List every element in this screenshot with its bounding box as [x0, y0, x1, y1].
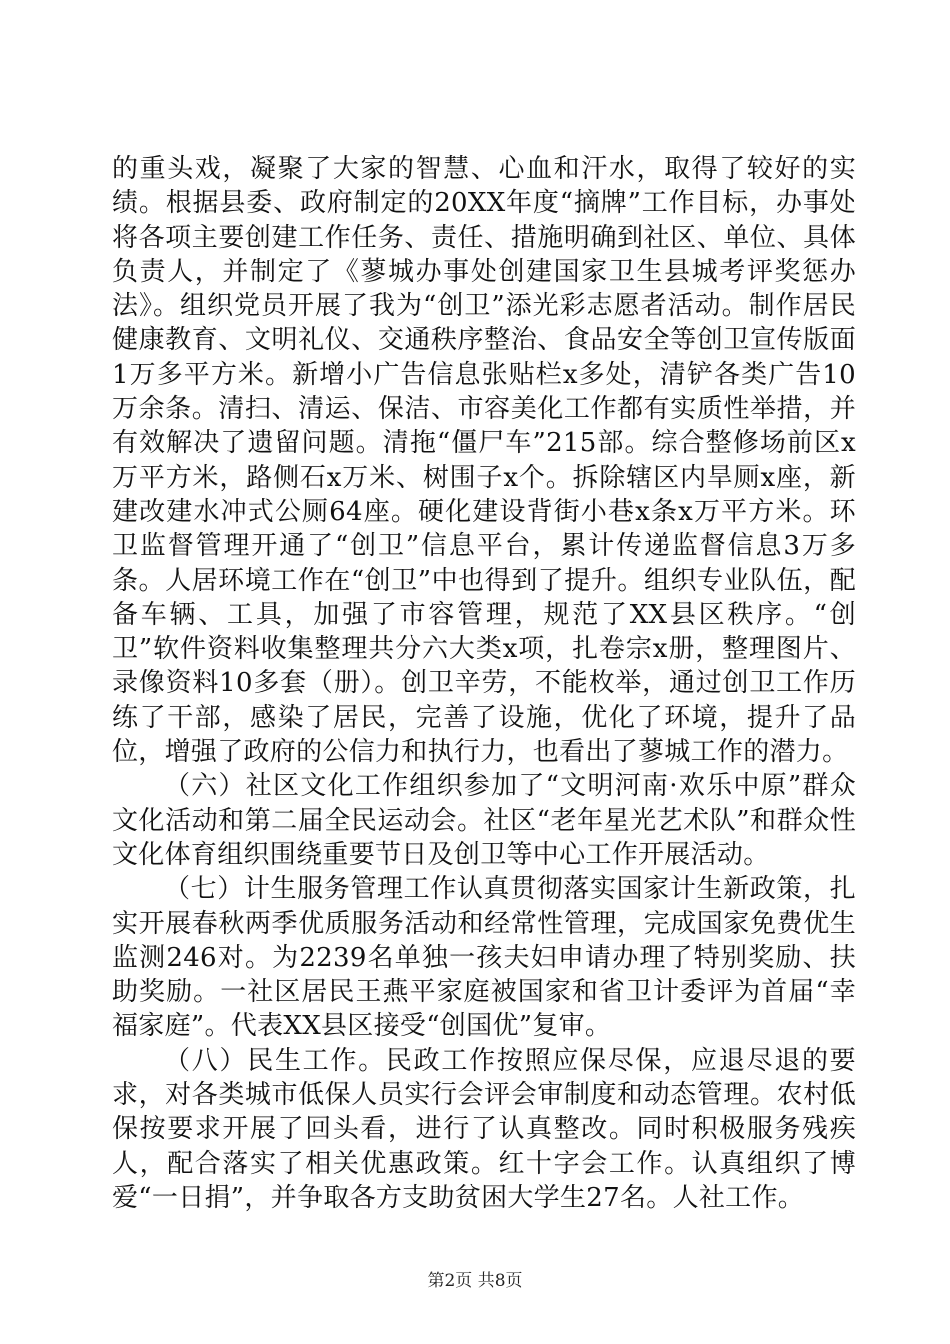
document-body — [112, 152, 856, 1215]
page-number-footer: 第2页 共8页 — [427, 1271, 523, 1291]
paragraph-livelihood: （八）民生工作。民政工作按照应保尽保，应退尽退的要求，对各类城市低保人员实行会评会审制度和动态管理。农村低保按要求开展了回头看，进行了认真整改。同时积极服务残疾人，配合落实了相关优惠政策。红十字会工作。认真组织了博爱“一日捐”，并争取各方支助贫困大学生27名。人社工作。 — [112, 1045, 856, 1213]
paragraph-family-planning: （七）计生服务管理工作认真贯彻落实国家计生新政策，扎实开展春秋两季优质服务活动和经常性管理，完成国家免费优生监测246对。为2239名单独一孩夫妇申请办理了特别奖励、扶助奖励。一社区居民王燕平家庭被国家和省卫计委评为首届“幸福家庭”。代表XX县区接受“创国优”复审。 — [112, 874, 856, 1042]
paragraph-continuation: 的重头戏，凝聚了大家的智慧、心血和汗水，取得了较好的实绩。根据县委、政府制定的20XX年度“摘牌”工作目标，办事处将各项主要创建工作任务、责任、措施明确到社区、单位、具体负责人，并制定了《蓼城办事处创建国家卫生县城考评奖惩办法》。组织党员开展了我为“创卫”添光彩志愿者活动。制作居民健康教育、文明礼仪、交通秩序整治、食品安全等创卫宣传版面1万多平方米。新增小广告信息张贴栏x多处，清铲各类广告10万余条。清扫、清运、保洁、市容美化工作都有实质性举措，并有效解决了遗留问题。清拖“僵尸车”215部。综合整修场前区x万平方米，路侧石x万米、树围子x个。拆除辖区内旱厕x座，新建改建水冲式公厕64座。硬化建设背街小巷x条x万平方米。环卫监督管理开通了“创卫”信息平台，累计传递监督信息3万多条。人居环境工作在“创卫”中也得到了提升。组织专业队伍，配备车辆、工具，加强了市容管理，规范了XX县区秩序。“创卫”软件资料收集整理共分六大类x项，扎卷宗x册，整理图片、录像资料10多套（册）。创卫辛劳，不能枚举，通过创卫工作历练了干部，感染了居民，完善了设施，优化了环境，提升了品位，增强了政府的公信力和执行力，也看出了蓼城工作的潜力。 — [112, 154, 856, 768]
paragraph-community-culture: （六）社区文化工作组织参加了“文明河南·欢乐中原”群众文化活动和第二届全民运动会。社区“老年星光艺术队”和群众性文化体育组织围绕重要节日及创卫等中心工作开展活动。 — [112, 771, 856, 870]
